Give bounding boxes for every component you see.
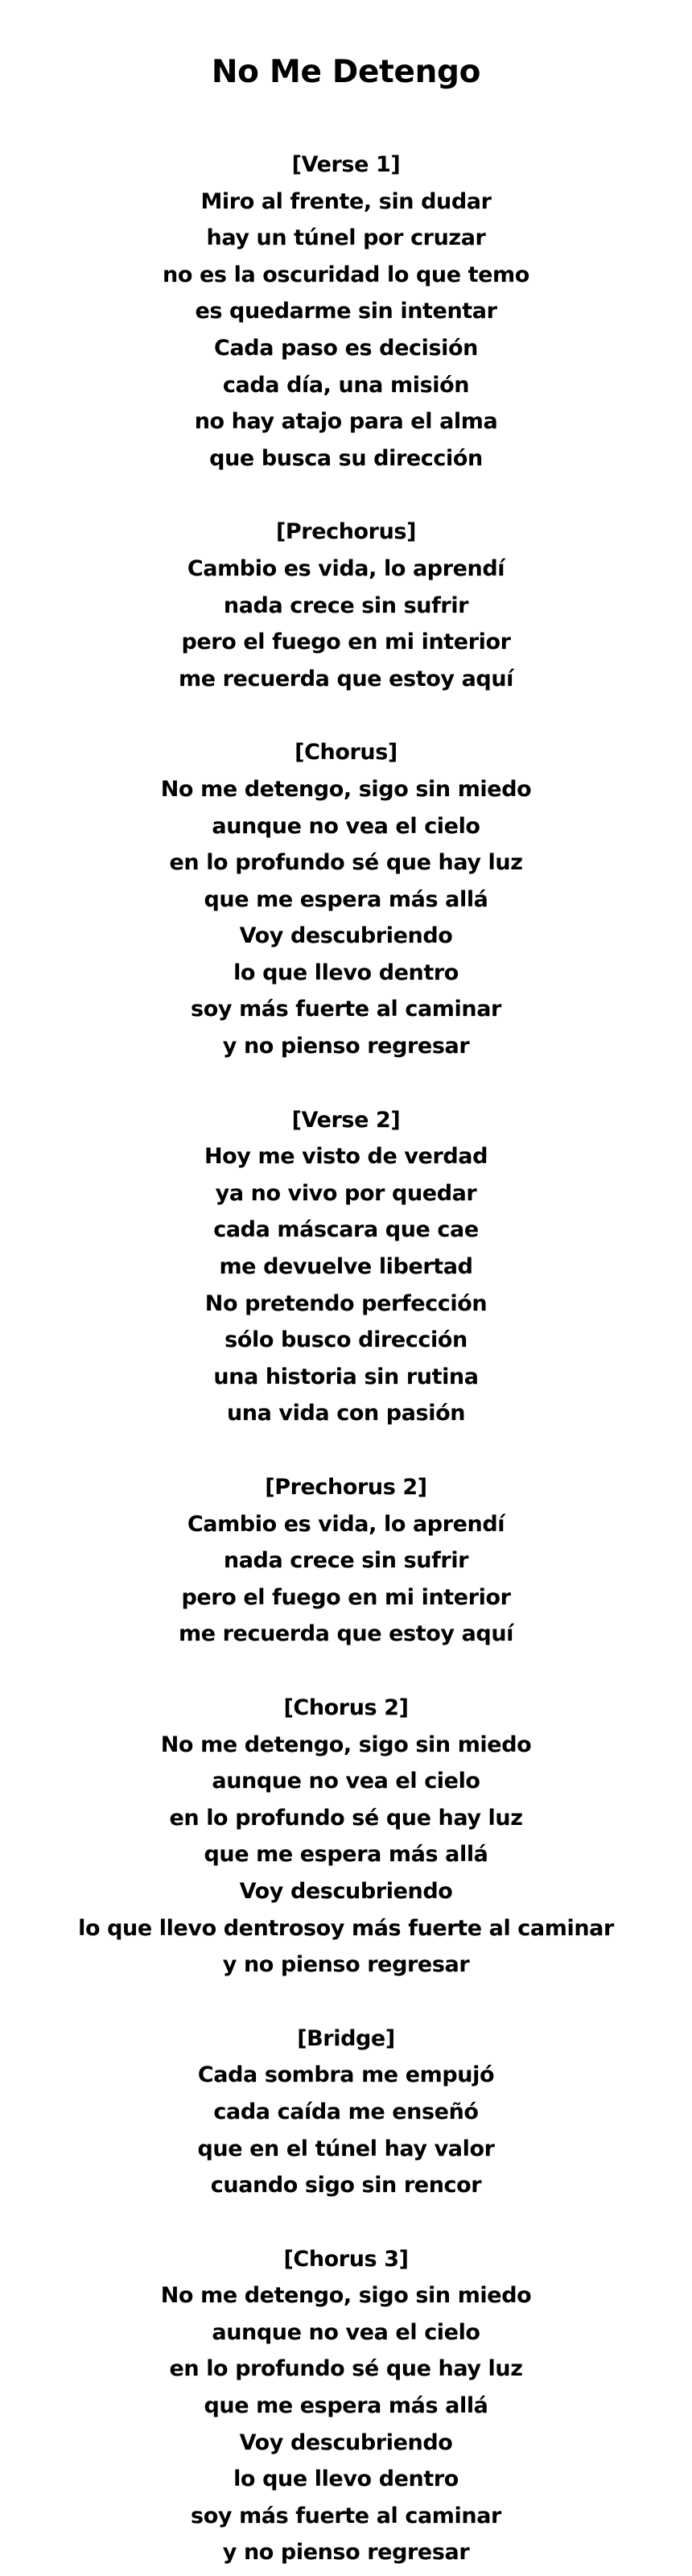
song-title: No Me Detengo: [211, 54, 481, 90]
lyric-line: que me espera más allá: [204, 1842, 488, 1868]
lyric-line: cada día, una misión: [222, 372, 470, 398]
section-label: [Verse 2]: [291, 1107, 401, 1133]
lyric-line: aunque no vea el cielo: [212, 2319, 480, 2345]
lyric-line: me devuelve libertad: [219, 1254, 473, 1280]
lyrics-section: [0, 514, 692, 697]
lyric-line: ya no vivo por quedar: [215, 1180, 477, 1206]
lyric-line: no hay atajo para el alma: [194, 409, 498, 435]
lyric-line: cada máscara que cae: [213, 1217, 479, 1243]
lyric-line: que me espera más allá: [204, 886, 488, 912]
lyric-line: No me detengo, sigo sin miedo: [160, 1732, 532, 1757]
lyric-line: lo que llevo dentro: [233, 960, 459, 985]
lyric-line: una historia sin rutina: [213, 1364, 479, 1389]
lyric-line: en lo profundo sé que hay luz: [169, 1805, 523, 1831]
lyrics-section: [0, 2241, 692, 2571]
lyric-line: aunque no vea el cielo: [212, 813, 480, 839]
lyric-line: y no pienso regresar: [222, 1034, 470, 1059]
lyric-line: me recuerda que estoy aquí: [179, 1621, 513, 1647]
lyric-line: que en el túnel hay valor: [197, 2136, 495, 2161]
section-label: [Chorus 2]: [283, 1695, 409, 1720]
lyric-line: Cada sombra me empujó: [197, 2062, 495, 2088]
lyrics-section: [0, 1469, 692, 1653]
section-label: [Bridge]: [297, 2025, 395, 2051]
lyric-line: en lo profundo sé que hay luz: [169, 2356, 523, 2382]
section-label: [Prechorus]: [275, 519, 417, 545]
lyric-line: no es la oscuridad lo que temo: [163, 262, 529, 287]
lyric-line: Voy descubriendo: [239, 2429, 453, 2455]
section-label: [Prechorus 2]: [265, 1475, 427, 1500]
lyrics-section: [0, 147, 692, 477]
lyric-line: que busca su dirección: [209, 445, 483, 471]
lyric-line: aunque no vea el cielo: [212, 1769, 480, 1794]
lyric-line: Cada paso es decisión: [214, 335, 478, 361]
lyrics-body: [0, 147, 692, 2571]
lyric-line: No me detengo, sigo sin miedo: [160, 2283, 532, 2309]
section-label: [Chorus]: [295, 740, 397, 766]
lyric-line: hay un túnel por cruzar: [206, 225, 486, 251]
lyric-line: No pretendo perfección: [204, 1290, 488, 1316]
section-label: [Verse 1]: [291, 152, 401, 177]
lyric-line: Cambio es vida, lo aprendí: [187, 555, 505, 581]
lyric-line: nada crece sin sufrir: [223, 592, 469, 618]
lyric-line: cada caída me enseñó: [213, 2099, 479, 2124]
lyric-line: me recuerda que estoy aquí: [179, 666, 513, 691]
lyric-line: cuando sigo sin rencor: [210, 2173, 482, 2198]
lyric-line: lo que llevo dentro: [233, 2467, 459, 2492]
lyric-line: Voy descubriendo: [239, 1878, 453, 1904]
lyric-line: y no pienso regresar: [222, 2540, 470, 2566]
lyrics-section: [0, 2021, 692, 2204]
lyrics-section: [0, 1102, 692, 1432]
section-label: [Chorus 3]: [283, 2246, 409, 2272]
lyric-line: Cambio es vida, lo aprendí: [187, 1511, 505, 1537]
lyric-line: nada crece sin sufrir: [223, 1548, 469, 1574]
lyric-line: que me espera más allá: [204, 2393, 488, 2419]
lyric-line: y no pienso regresar: [222, 1952, 470, 1978]
lyrics-section: [0, 734, 692, 1064]
lyrics-section: [0, 1690, 692, 1984]
lyric-line: Hoy me visto de verdad: [204, 1144, 488, 1170]
lyric-line: una vida con pasión: [226, 1401, 466, 1426]
lyric-line: pero el fuego en mi interior: [181, 630, 511, 655]
lyric-line: soy más fuerte al caminar: [191, 997, 501, 1022]
lyric-line: pero el fuego en mi interior: [181, 1584, 511, 1610]
lyric-line: es quedarme sin intentar: [195, 299, 497, 324]
lyric-line: soy más fuerte al caminar: [191, 2503, 501, 2529]
lyric-line: en lo profundo sé que hay luz: [169, 850, 523, 876]
lyric-line: Miro al frente, sin dudar: [200, 188, 492, 214]
lyric-line: No me detengo, sigo sin miedo: [160, 776, 532, 802]
lyric-line: Voy descubriendo: [239, 923, 453, 949]
lyric-line: sólo busco dirección: [224, 1327, 468, 1353]
lyric-line: lo que llevo dentrosoy más fuerte al caminar: [78, 1915, 614, 1941]
